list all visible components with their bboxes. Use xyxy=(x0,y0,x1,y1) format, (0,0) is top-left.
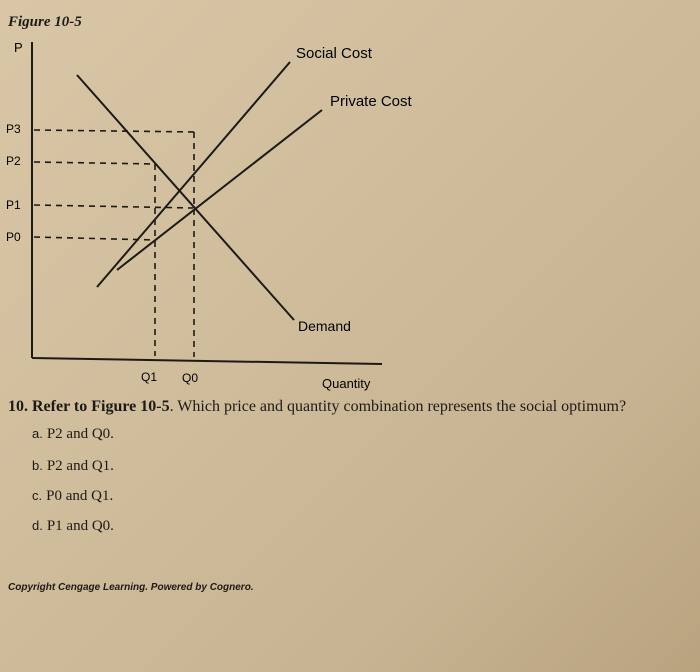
x-axis-label: Quantity xyxy=(322,376,371,391)
figure-title: Figure 10-5 xyxy=(8,14,82,30)
choice-c[interactable] xyxy=(32,488,113,505)
question-number: 10. xyxy=(8,398,28,415)
choice-b-letter: b. xyxy=(32,458,43,473)
choice-b-text: P2 and Q1. xyxy=(46,458,114,474)
copyright-notice: Copyright Cengage Learning. Powered by Cognero. xyxy=(8,582,254,593)
choice-b[interactable] xyxy=(32,458,114,475)
x-axis xyxy=(32,358,382,364)
choice-a[interactable] xyxy=(32,426,114,443)
price-label-p0: P0 xyxy=(6,230,21,244)
choice-a-letter: a. xyxy=(32,426,43,441)
question-figure-ref: Figure 10-5 xyxy=(91,398,170,415)
private-cost-curve xyxy=(117,110,322,270)
private-cost-label: Private Cost xyxy=(330,93,412,110)
choice-d-letter: d. xyxy=(32,518,43,533)
demand-label: Demand xyxy=(298,318,351,334)
question-10 xyxy=(8,398,698,416)
quantity-label-q1: Q1 xyxy=(141,370,158,384)
price-label-p1: P1 xyxy=(6,198,21,212)
question-text: . Which price and quantity combination represents the social optimum? xyxy=(169,398,627,415)
choice-a-text: P2 and Q0. xyxy=(46,426,114,442)
choice-d[interactable] xyxy=(32,518,114,535)
price-label-p2: P2 xyxy=(6,154,21,168)
p2-guide xyxy=(34,162,155,164)
demand-curve xyxy=(77,75,294,320)
price-label-p3: P3 xyxy=(6,122,21,136)
choice-d-text: P1 and Q0. xyxy=(46,518,114,534)
quantity-label-q0: Q0 xyxy=(182,371,199,385)
question-prefix: Refer to xyxy=(32,398,88,415)
p3-guide xyxy=(34,130,197,132)
social-cost-label: Social Cost xyxy=(296,45,372,62)
y-axis-label: P xyxy=(14,40,23,55)
p1-guide xyxy=(34,205,193,208)
choice-c-letter: c. xyxy=(32,488,43,503)
choice-c-text: P0 and Q1. xyxy=(46,488,114,504)
